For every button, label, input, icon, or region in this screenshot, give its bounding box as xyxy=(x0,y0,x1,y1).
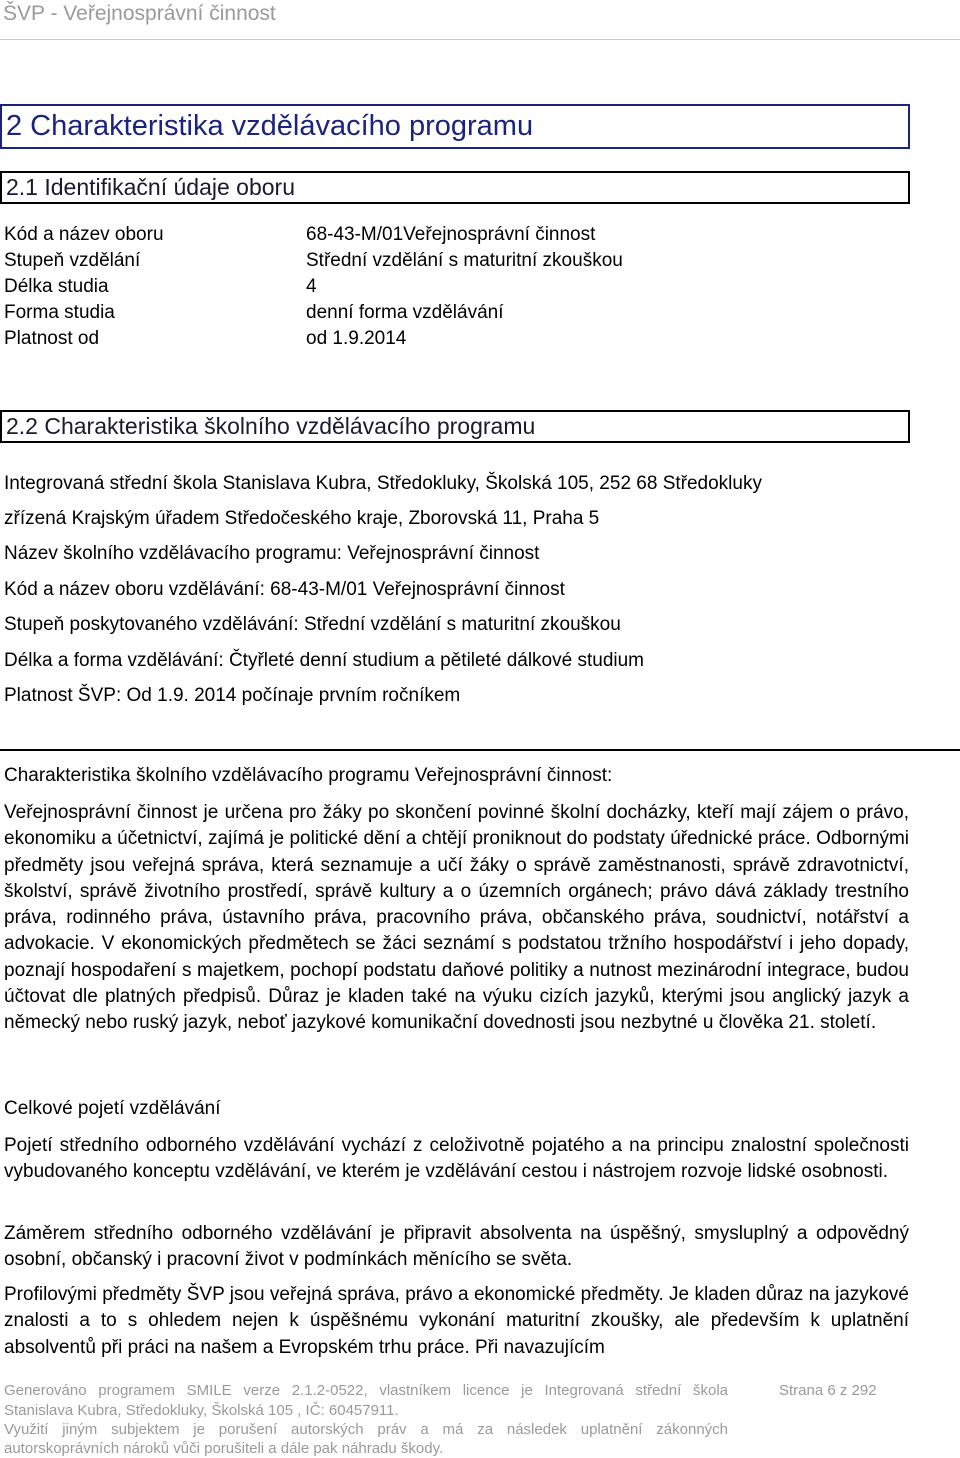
id-label-form: Forma studia xyxy=(4,302,115,323)
section-heading-2: 2 Charakteristika vzdělávacího programu xyxy=(0,104,910,149)
program-code-line: Kód a název oboru vzdělávání: 68-43-M/01 Veřejnosprávní činnost xyxy=(4,579,565,600)
paragraph-program-description: Veřejnosprávní činnost je určena pro žáky po skončení povinné školní docházky, kteří mají zájem o právo, ekonomiku a účetnictví, zajímá je politické dění a chtějí proniknout do podstaty úřednické práce. Odbornými předměty jsou veřejná správa, která seznamuje a učí žáky o správě zaměstnanosti, správě zdravotnictví, školství, správě životního prostředí, správě kultury a o územních orgánech; právo dává základy trestního práva, rodinného práva, ústavního práva, pracovního práva, občanského práva, soudnictví, notářství a advokacie. V ekonomických předmětech se žáci seznámí s podstatou tržního hospodářství i jeho dopady, poznají hospodaření s majetkem, pochopí podstatu daňové politiky a nutnost mezinárodní integrace, budou účtovat dle platných předpisů. Důraz je kladen také na výuku cizích jazyků, kterými jsou anglický jazyk a německý nebo ruský jazyk, neboť jazykové komunikační dovednosti jsou nezbytné u člověka 21. století. xyxy=(4,802,909,1034)
id-label-code: Kód a název oboru xyxy=(4,224,164,245)
section-divider xyxy=(0,749,960,751)
footer-copyright-line-2: autorskoprávních nároků vůči porušiteli a dále pak náhradu škody. xyxy=(4,1440,444,1457)
founder-line: zřízená Krajským úřadem Středočeského kraje, Zborovská 11, Praha 5 xyxy=(4,508,600,529)
id-label-level: Stupeň vzdělání xyxy=(4,250,141,271)
page-header-title: ŠVP - Veřejnosprávní činnost xyxy=(3,2,276,25)
id-value-validity: od 1.9.2014 xyxy=(306,328,407,349)
subheading-overall-concept: Celkové pojetí vzdělávání xyxy=(4,1098,221,1119)
paragraph-aim: Záměrem středního odborného vzdělávání je připravit absolventa na úspěšný, smysluplný a odpovědný osobní, občanský i pracovní život v podmínkách měnícího se světa. xyxy=(4,1223,909,1271)
footer-copyright-line: Využití jiným subjektem je porušení autorských práv a má za následek uplatnění zákonných xyxy=(4,1421,728,1438)
school-line: Integrovaná střední škola Stanislava Kubra, Středokluky, Školská 105, 252 68 Středokluky xyxy=(4,473,762,494)
validity-line: Platnost ŠVP: Od 1.9. 2014 počínaje prvním ročníkem xyxy=(4,685,461,706)
footer-generated-line: Generováno programem SMILE verze 2.1.2-0522, vlastníkem licence je Integrovaná střední škola xyxy=(4,1382,728,1399)
id-value-level: Střední vzdělání s maturitní zkouškou xyxy=(306,250,623,271)
characteristics-intro: Charakteristika školního vzdělávacího programu Veřejnosprávní činnost: xyxy=(4,765,613,786)
study-form-line: Délka a forma vzdělávání: Čtyřleté denní studium a pětileté dálkové studium xyxy=(4,650,644,671)
paragraph-profile-subjects: Profilovými předměty ŠVP jsou veřejná správa, právo a ekonomické předměty. Je kladen důraz na jazykové znalosti a to s ohledem nejen k úspěšnému vykonání maturitní zkoušky, ale především k uplatnění absolventů při práci na našem a Evropském trhu práce. Při navazujícím xyxy=(4,1284,909,1358)
id-value-form: denní forma vzdělávání xyxy=(306,302,504,323)
header-divider xyxy=(0,39,960,40)
program-name-line: Název školního vzdělávacího programu: Veřejnosprávní činnost xyxy=(4,543,540,564)
education-level-line: Stupeň poskytovaného vzdělávání: Střední vzdělání s maturitní zkouškou xyxy=(4,614,621,635)
id-value-length: 4 xyxy=(306,276,317,297)
footer-license-line: Stanislava Kubra, Středokluky, Školská 105 , IČ: 60457911. xyxy=(4,1402,399,1419)
footer-page-number: Strana 6 z 292 xyxy=(779,1382,877,1399)
paragraph-concept: Pojetí středního odborného vzdělávání vychází z celoživotně pojatého a na principu znalostní společnosti vybudovaného konceptu vzdělávání, ve kterém je vzdělávání cestou i nástrojem rozvoje lidské osobnosti. xyxy=(4,1135,909,1183)
id-label-validity: Platnost od xyxy=(4,328,100,349)
id-label-length: Délka studia xyxy=(4,276,109,297)
id-value-code: 68-43-M/01Veřejnosprávní činnost xyxy=(306,224,596,245)
section-heading-2-2: 2.2 Charakteristika školního vzdělávacího programu xyxy=(0,410,910,443)
section-heading-2-1: 2.1 Identifikační údaje oboru xyxy=(0,171,910,204)
